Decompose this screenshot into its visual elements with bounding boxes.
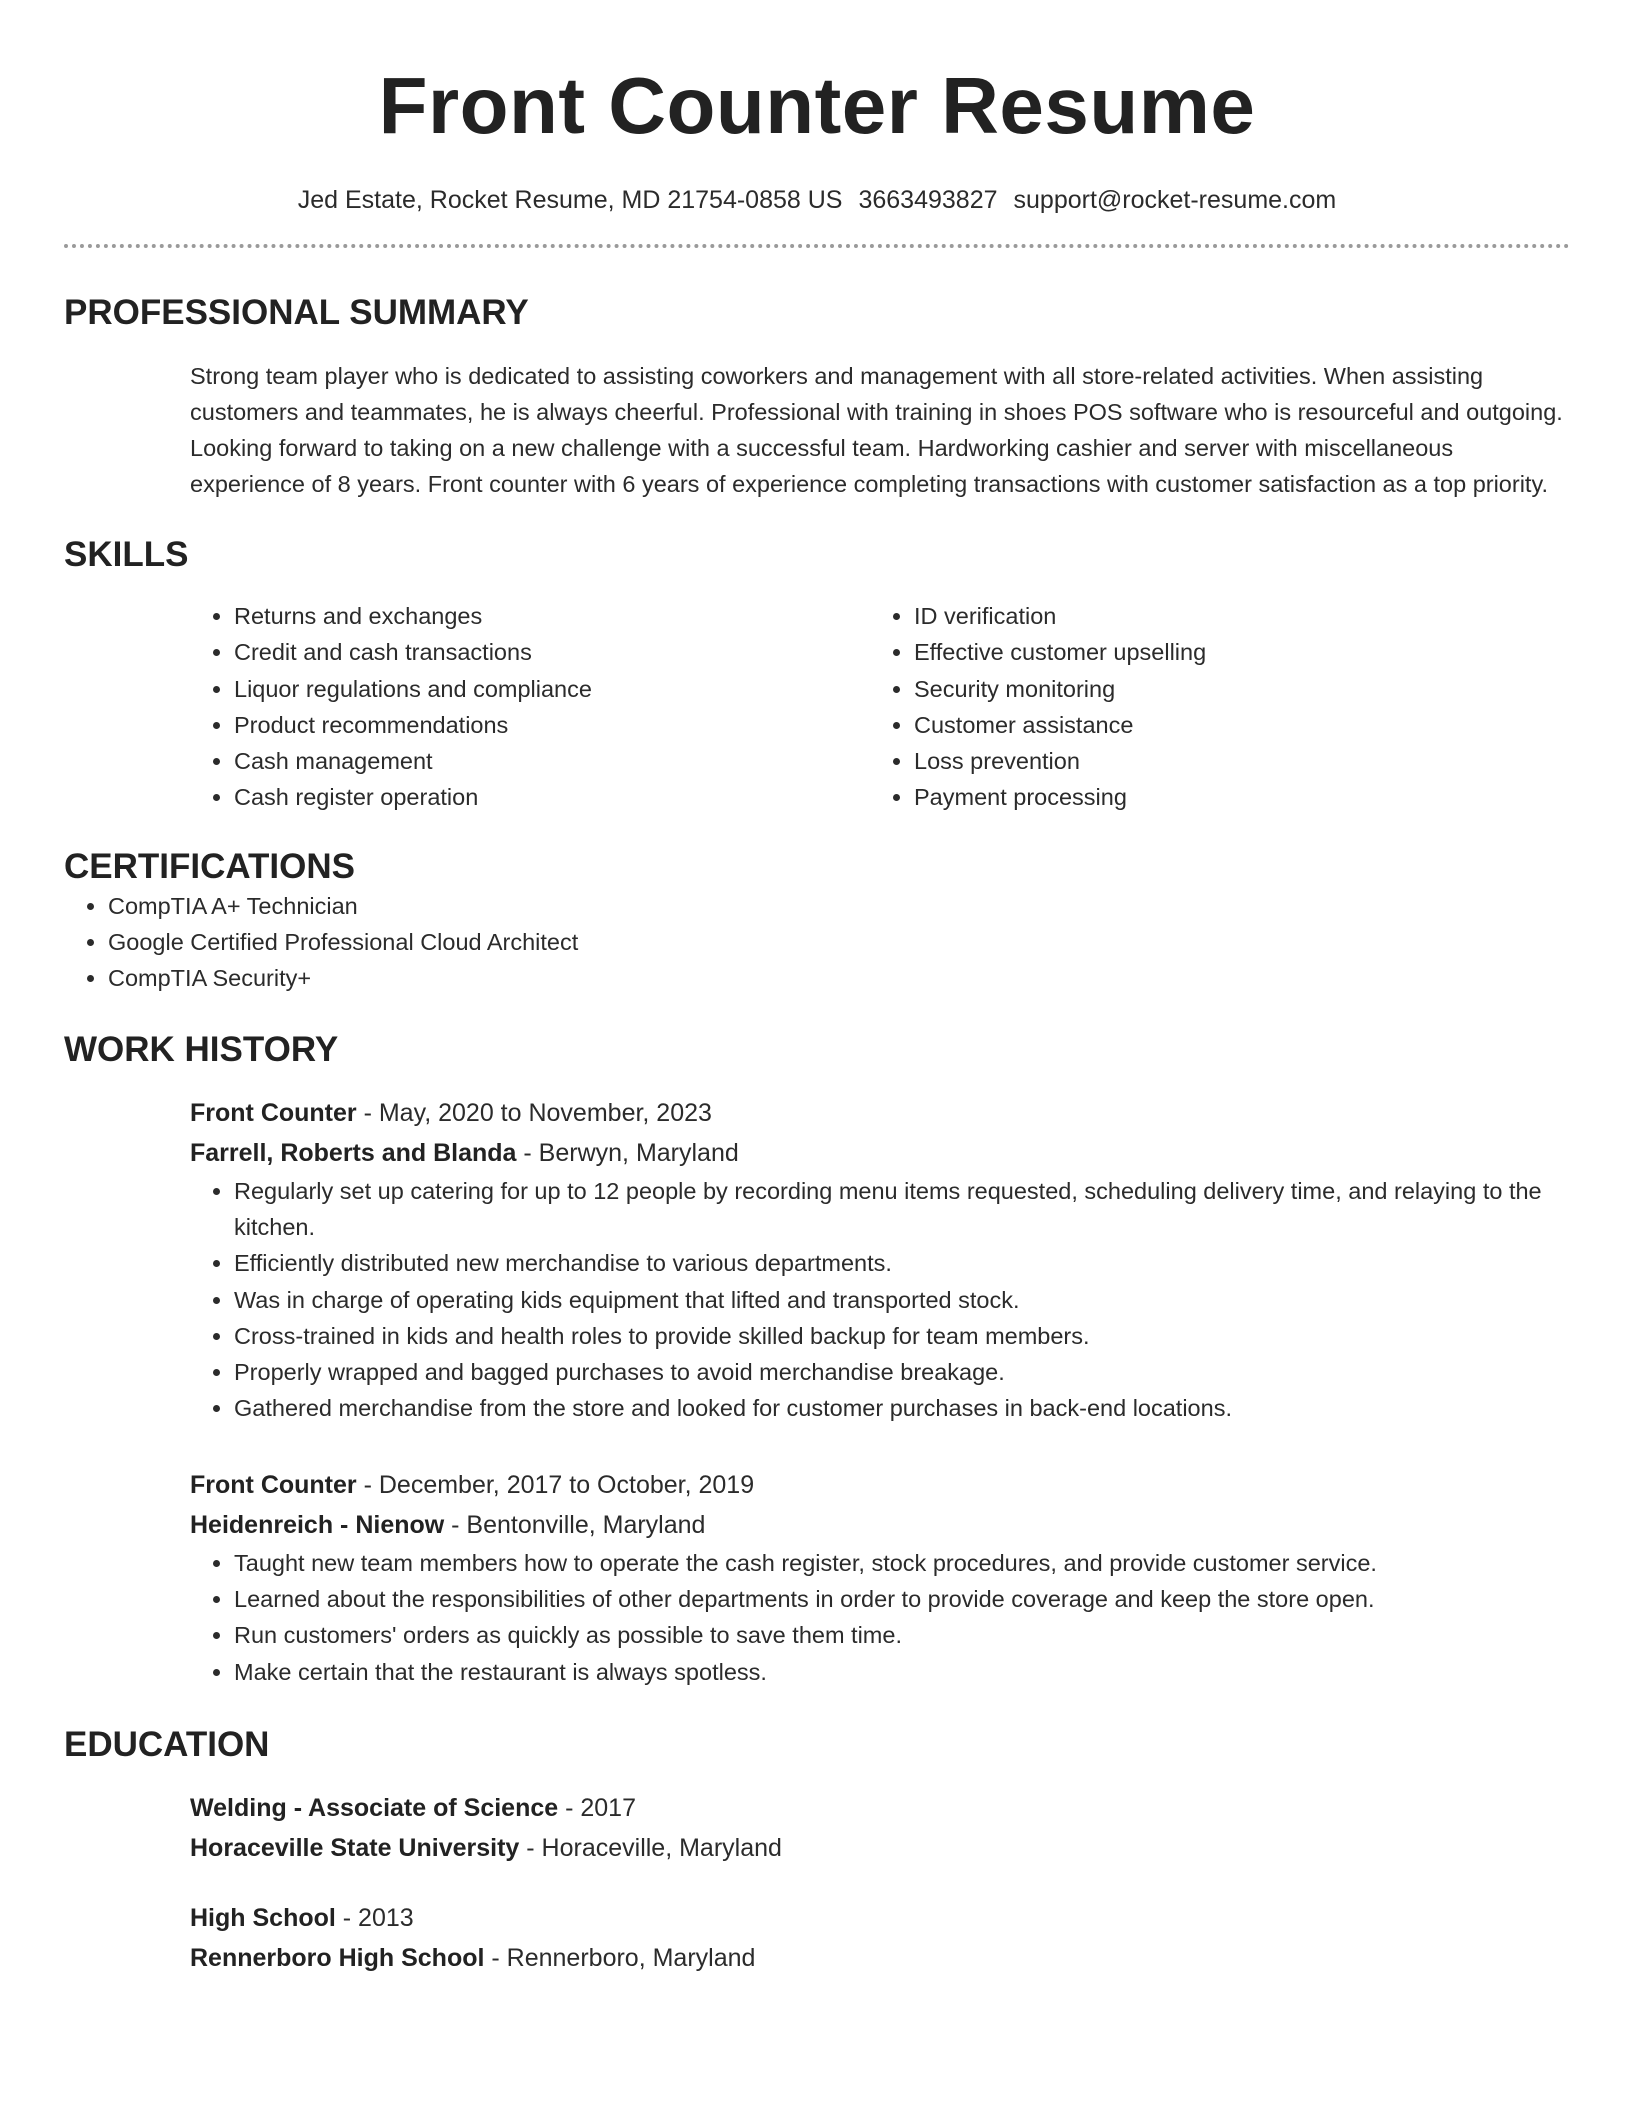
certification-item: • CompTIA Security+ [108,960,1570,996]
job-company-line [190,1505,1570,1545]
job-company-line [190,1133,1570,1173]
work-history-heading: WORK HISTORY [64,1029,339,1069]
summary-heading: PROFESSIONAL SUMMARY [64,293,529,332]
skill-item: • Effective customer upselling [914,634,1550,670]
job-duty: • Was in charge of operating kids equipment that lifted and transported stock. [234,1282,1570,1318]
certification-item: • CompTIA A+ Technician [108,888,1570,924]
job-title-line [190,1093,1570,1133]
job-title: Front Counter [190,1470,357,1499]
skill-item: • Returns and exchanges [234,598,870,634]
degree-year: - 2017 [558,1793,636,1822]
resume-page [64,0,1570,1978]
skills-grid [190,598,1570,816]
skill-item: • Liquor regulations and compliance [234,671,870,707]
school-line [190,1828,1570,1868]
skill-item: • ID verification [914,598,1550,634]
education-entry [190,1898,1570,1978]
skill-item: • Credit and cash transactions [234,634,870,670]
job-entry [190,1465,1570,1690]
summary-text: Strong team player who is dedicated to assisting coworkers and management with all store-related activities. When assisting customers and teammates, he is always cheerful. Professional with training in shoes POS software who is resourceful and outgoing. Looking forward to taking on a new challenge with a successful team. Hardworking cashier and server with miscellaneous experience of 8 years. Front counter with 6 years of experience completing transactions with customer satisfaction as a top priority. [190,363,1563,497]
contact-email: support@rocket-resume.com [1013,186,1337,214]
job-duty: • Make certain that the restaurant is always spotless. [234,1654,1570,1690]
job-duty: • Taught new team members how to operate the cash register, stock procedures, and provide customer service. [234,1545,1570,1581]
skill-item: • Customer assistance [914,707,1550,743]
degree: High School [190,1903,336,1932]
certification-item: • Google Certified Professional Cloud Architect [108,924,1570,960]
job-location: - Bentonville, Maryland [444,1510,706,1539]
resume-title: Front Counter Resume [378,61,1256,150]
skills-list-right [870,598,1550,816]
job-duty: • Regularly set up catering for up to 12 people by recording menu items requested, scheduling delivery time, and relaying to the kitchen. [234,1173,1570,1246]
skill-item: • Loss prevention [914,743,1550,779]
degree-year: - 2013 [335,1903,414,1932]
job-duties-list [190,1173,1570,1427]
school-line [190,1938,1570,1978]
job-title-line [190,1465,1570,1505]
skill-item: • Payment processing [914,779,1550,815]
school: Rennerboro High School [190,1943,485,1972]
certifications-heading: CERTIFICATIONS [64,846,356,886]
job-duty: • Learned about the responsibilities of other departments in order to provide coverage and keep the store open. [234,1581,1570,1617]
job-company: Heidenreich - Nienow [190,1510,445,1539]
skills-list-left [190,598,870,816]
skill-item: • Cash register operation [234,779,870,815]
job-duty: • Gathered merchandise from the store and looked for customer purchases in back-end locations. [234,1390,1570,1426]
job-duty: • Efficiently distributed new merchandise to various departments. [234,1245,1570,1281]
job-entry [190,1093,1570,1427]
certifications-list [64,888,1570,997]
contact-line [64,184,1570,216]
job-duty: • Run customers' orders as quickly as possible to save them time. [234,1617,1570,1653]
school-location: - Horaceville, Maryland [519,1833,782,1862]
contact-address: Jed Estate, Rocket Resume, MD 21754-0858 US [297,186,843,214]
job-duties-list [190,1545,1570,1690]
job-company: Farrell, Roberts and Blanda [190,1138,517,1167]
skills-heading: SKILLS [64,535,189,574]
header-divider [64,244,1570,248]
job-duty: • Cross-trained in kids and health roles to provide skilled backup for team members. [234,1318,1570,1354]
job-title: Front Counter [190,1098,357,1127]
skill-item: • Security monitoring [914,671,1550,707]
skill-item: • Product recommendations [234,707,870,743]
job-duty: • Properly wrapped and bagged purchases to avoid merchandise breakage. [234,1354,1570,1390]
education-entry [190,1788,1570,1868]
school: Horaceville State University [190,1833,520,1862]
job-dates: - May, 2020 to November, 2023 [356,1098,712,1127]
degree-line [190,1788,1570,1828]
degree-line [190,1898,1570,1938]
job-location: - Berwyn, Maryland [516,1138,739,1167]
education-heading: EDUCATION [64,1724,270,1764]
job-dates: - December, 2017 to October, 2019 [356,1470,755,1499]
skill-item: • Cash management [234,743,870,779]
contact-phone: 3663493827 [858,186,998,214]
degree: Welding - Associate of Science [190,1793,559,1822]
school-location: - Rennerboro, Maryland [484,1943,756,1972]
